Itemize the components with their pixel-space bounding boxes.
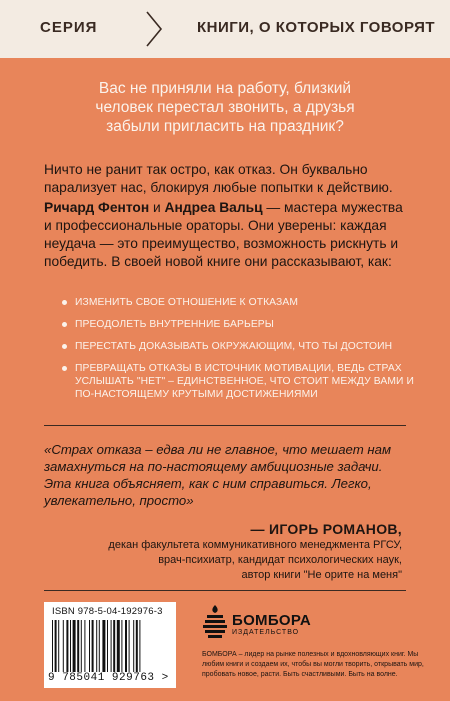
- list-item-text: ПРЕОДОЛЕТЬ ВНУТРЕННИЕ БАРЬЕРЫ: [75, 319, 274, 330]
- chevron-right-icon: [144, 10, 164, 48]
- series-bar: [0, 0, 450, 58]
- list-item: [62, 296, 422, 309]
- credential-line: декан факультета коммуникативного менеджмента РГСУ,: [108, 539, 402, 551]
- bullet-dot-icon: [62, 344, 67, 349]
- author-name-1: Ричард Фентон: [44, 200, 150, 215]
- lead-question: Вас не приняли на работу, близкий человек перестал звонить, а друзья забыли пригласить на праздник?: [95, 80, 355, 135]
- publisher-subtitle: ИЗДАТЕЛЬСТВО: [232, 629, 300, 636]
- barcode-panel: [44, 602, 176, 688]
- author-name-2: Андреа Вальц: [164, 200, 263, 215]
- series-label: СЕРИЯ: [40, 19, 98, 36]
- list-item: [62, 362, 422, 401]
- quote-author-credentials: [62, 538, 402, 583]
- bullet-list: [62, 296, 422, 401]
- isbn-text: ISBN 978-5-04-192976-3: [52, 606, 163, 617]
- credential-line: врач-психиатр, кандидат психологических наук,: [158, 554, 402, 566]
- bombora-logo-icon: [202, 603, 228, 643]
- quote-author: — ИГОРЬ РОМАНОВ,: [250, 521, 402, 537]
- author-conjunction: и: [149, 200, 165, 215]
- barcode-icon: [52, 620, 168, 672]
- divider-top: [44, 425, 406, 426]
- authors-description: — мастера мужества и профессиональные ораторы. Они уверены: каждая неудача — это преимущество, возможность рискнуть и победить. В своей новой книге они рассказывают, как:: [44, 200, 403, 269]
- bullet-dot-icon: [62, 322, 67, 327]
- list-item: [62, 340, 422, 353]
- quote-text: «Страх отказа – едва ли не главное, что мешает нам замахнуться на по-настоящему амбициозные задачи. Эта книга объясняет, как с ним справиться. Легко, увлекательно, просто»: [44, 442, 391, 508]
- publisher-name: БОМБОРА: [232, 612, 312, 629]
- list-item: [62, 318, 422, 331]
- credential-line: автор книги "Не орите на меня": [241, 569, 402, 581]
- paragraph-intro: Ничто не ранит так остро, как отказ. Он буквально парализует нас, блокируя любые попытки к действию.: [44, 162, 393, 195]
- publisher-description: БОМБОРА – лидер на рынке полезных и вдохновляющих книг. Мы любим книги и создаем их, чтобы вы могли творить, открывать мир, пробовать новое, расти. Быть счастливыми. Быть на волне.: [202, 651, 424, 678]
- list-item-text: ПРЕВРАЩАТЬ ОТКАЗЫ В ИСТОЧНИК МОТИВАЦИИ, ВЕДЬ СТРАХ УСЛЫШАТЬ "НЕТ" – ЕДИНСТВЕННОЕ, ЧТО СТОИТ МЕЖДУ ВАМИ И ПО-НАСТОЯЩЕМУ КРУТЫМИ ДОСТИЖЕНИЯМИ: [75, 363, 414, 400]
- divider-bottom: [44, 590, 406, 591]
- list-item-text: ПЕРЕСТАТЬ ДОКАЗЫВАТЬ ОКРУЖАЮЩИМ, ЧТО ТЫ ДОСТОИН: [75, 341, 393, 352]
- barcode-digits: 9 785041 929763 >: [48, 672, 169, 684]
- bullet-dot-icon: [62, 300, 67, 305]
- paragraph-authors: [44, 199, 414, 271]
- bullet-dot-icon: [62, 366, 67, 371]
- series-name: КНИГИ, О КОТОРЫХ ГОВОРЯТ: [197, 19, 436, 36]
- list-item-text: ИЗМЕНИТЬ СВОЕ ОТНОШЕНИЕ К ОТКАЗАМ: [75, 297, 298, 308]
